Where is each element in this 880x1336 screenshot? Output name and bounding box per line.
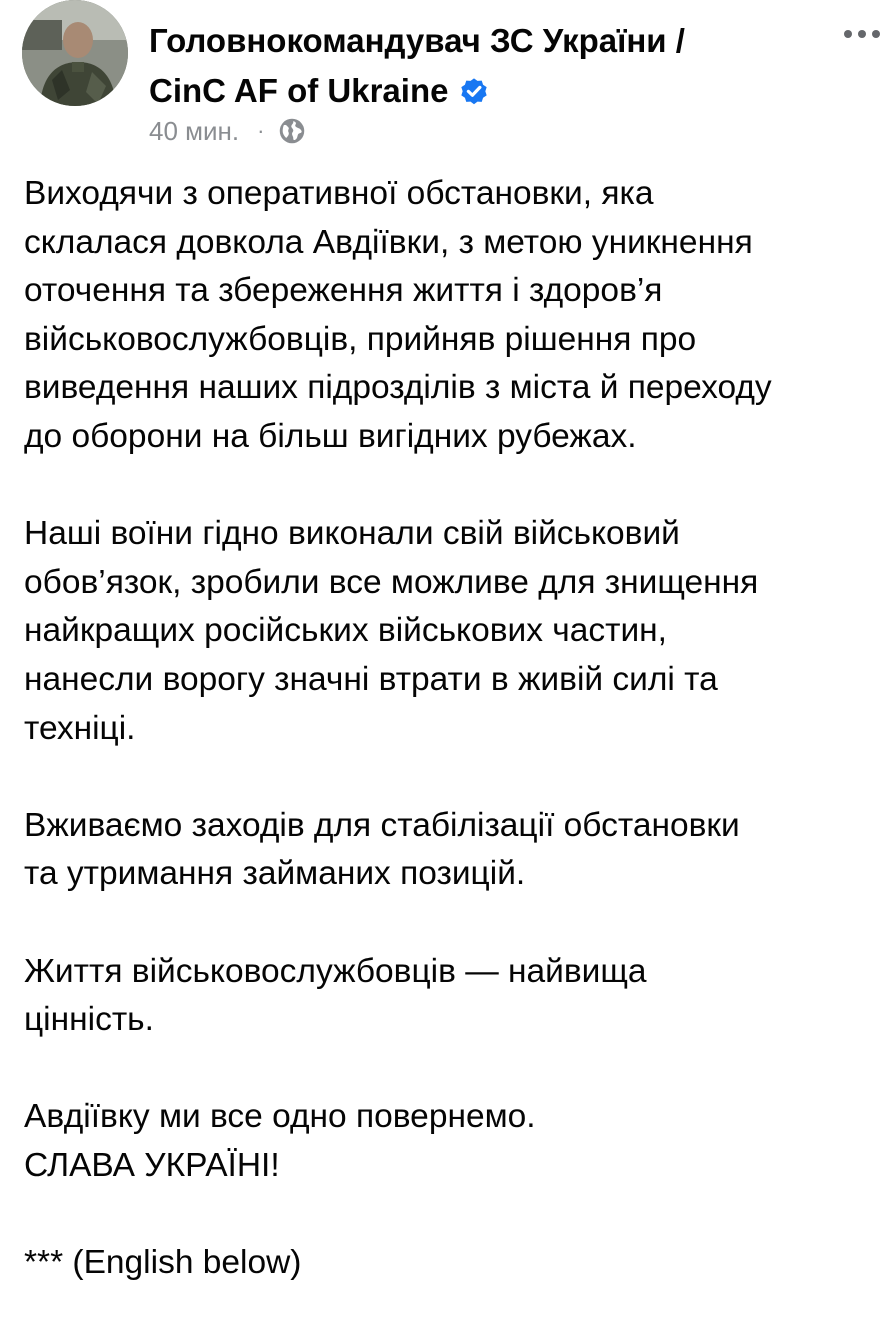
author-name-line-2[interactable]: [149, 66, 789, 116]
post-paragraph-1: [24, 170, 874, 462]
text-line: Наші воїни гідно виконали свій військовий: [24, 515, 680, 553]
text-line: та утримання займаних позицій.: [24, 855, 526, 893]
meta-separator: ·: [257, 118, 265, 143]
text-line: виведення наших підрозділів з міста й переходу: [24, 369, 772, 407]
text-line: СЛАВА УКРАЇНІ!: [24, 1146, 280, 1184]
author-name[interactable]: [149, 16, 789, 116]
avatar-photo: [22, 0, 128, 106]
text-line: Виходячи з оперативної обстановки, яка: [24, 175, 654, 212]
text-line: Авдіївку ми все одно повернемо.: [24, 1098, 536, 1136]
author-name-text[interactable]: CinC AF of Ukraine: [149, 72, 449, 109]
text-line: Вживаємо заходів для стабілізації обстановки: [24, 806, 740, 844]
text-line: склалася довкола Авдіївки, з метою уникнення: [24, 223, 753, 261]
text-line: Життя військовослужбовців — найвища: [24, 952, 647, 990]
more-options-icon[interactable]: [842, 24, 880, 44]
text-line: оточення та збереження життя і здоров’я: [24, 272, 663, 310]
post-paragraph-4: [24, 948, 874, 1045]
post-header: [0, 0, 880, 150]
text-line: обов’язок, зробили все можливе для знищення: [24, 563, 759, 601]
post-paragraph-3: [24, 802, 874, 899]
post-timestamp[interactable]: 40 мин.: [149, 115, 240, 146]
post-paragraph-2: [24, 510, 874, 753]
text-line: техніці.: [24, 709, 136, 747]
author-name-line-1[interactable]: Головнокомандувач ЗС України /: [149, 22, 685, 59]
text-line: *** (English below): [24, 1244, 302, 1282]
text-line: нанесли ворогу значні втрати в живій силі та: [24, 660, 718, 698]
post-paragraph-5: [24, 1093, 874, 1190]
text-line: військовослужбовців, прийняв рішення про: [24, 320, 697, 358]
verified-badge-icon: [458, 75, 490, 107]
post-text: [24, 170, 874, 1336]
text-line: цінність.: [24, 1001, 154, 1039]
text-line: найкращих російських військових частин,: [24, 612, 667, 650]
post-paragraph-6: [24, 1239, 874, 1288]
author-avatar[interactable]: [22, 0, 128, 106]
post-meta: [149, 114, 306, 148]
text-line: до оборони на більш вигідних рубежах.: [24, 417, 637, 455]
globe-icon[interactable]: [278, 117, 306, 145]
